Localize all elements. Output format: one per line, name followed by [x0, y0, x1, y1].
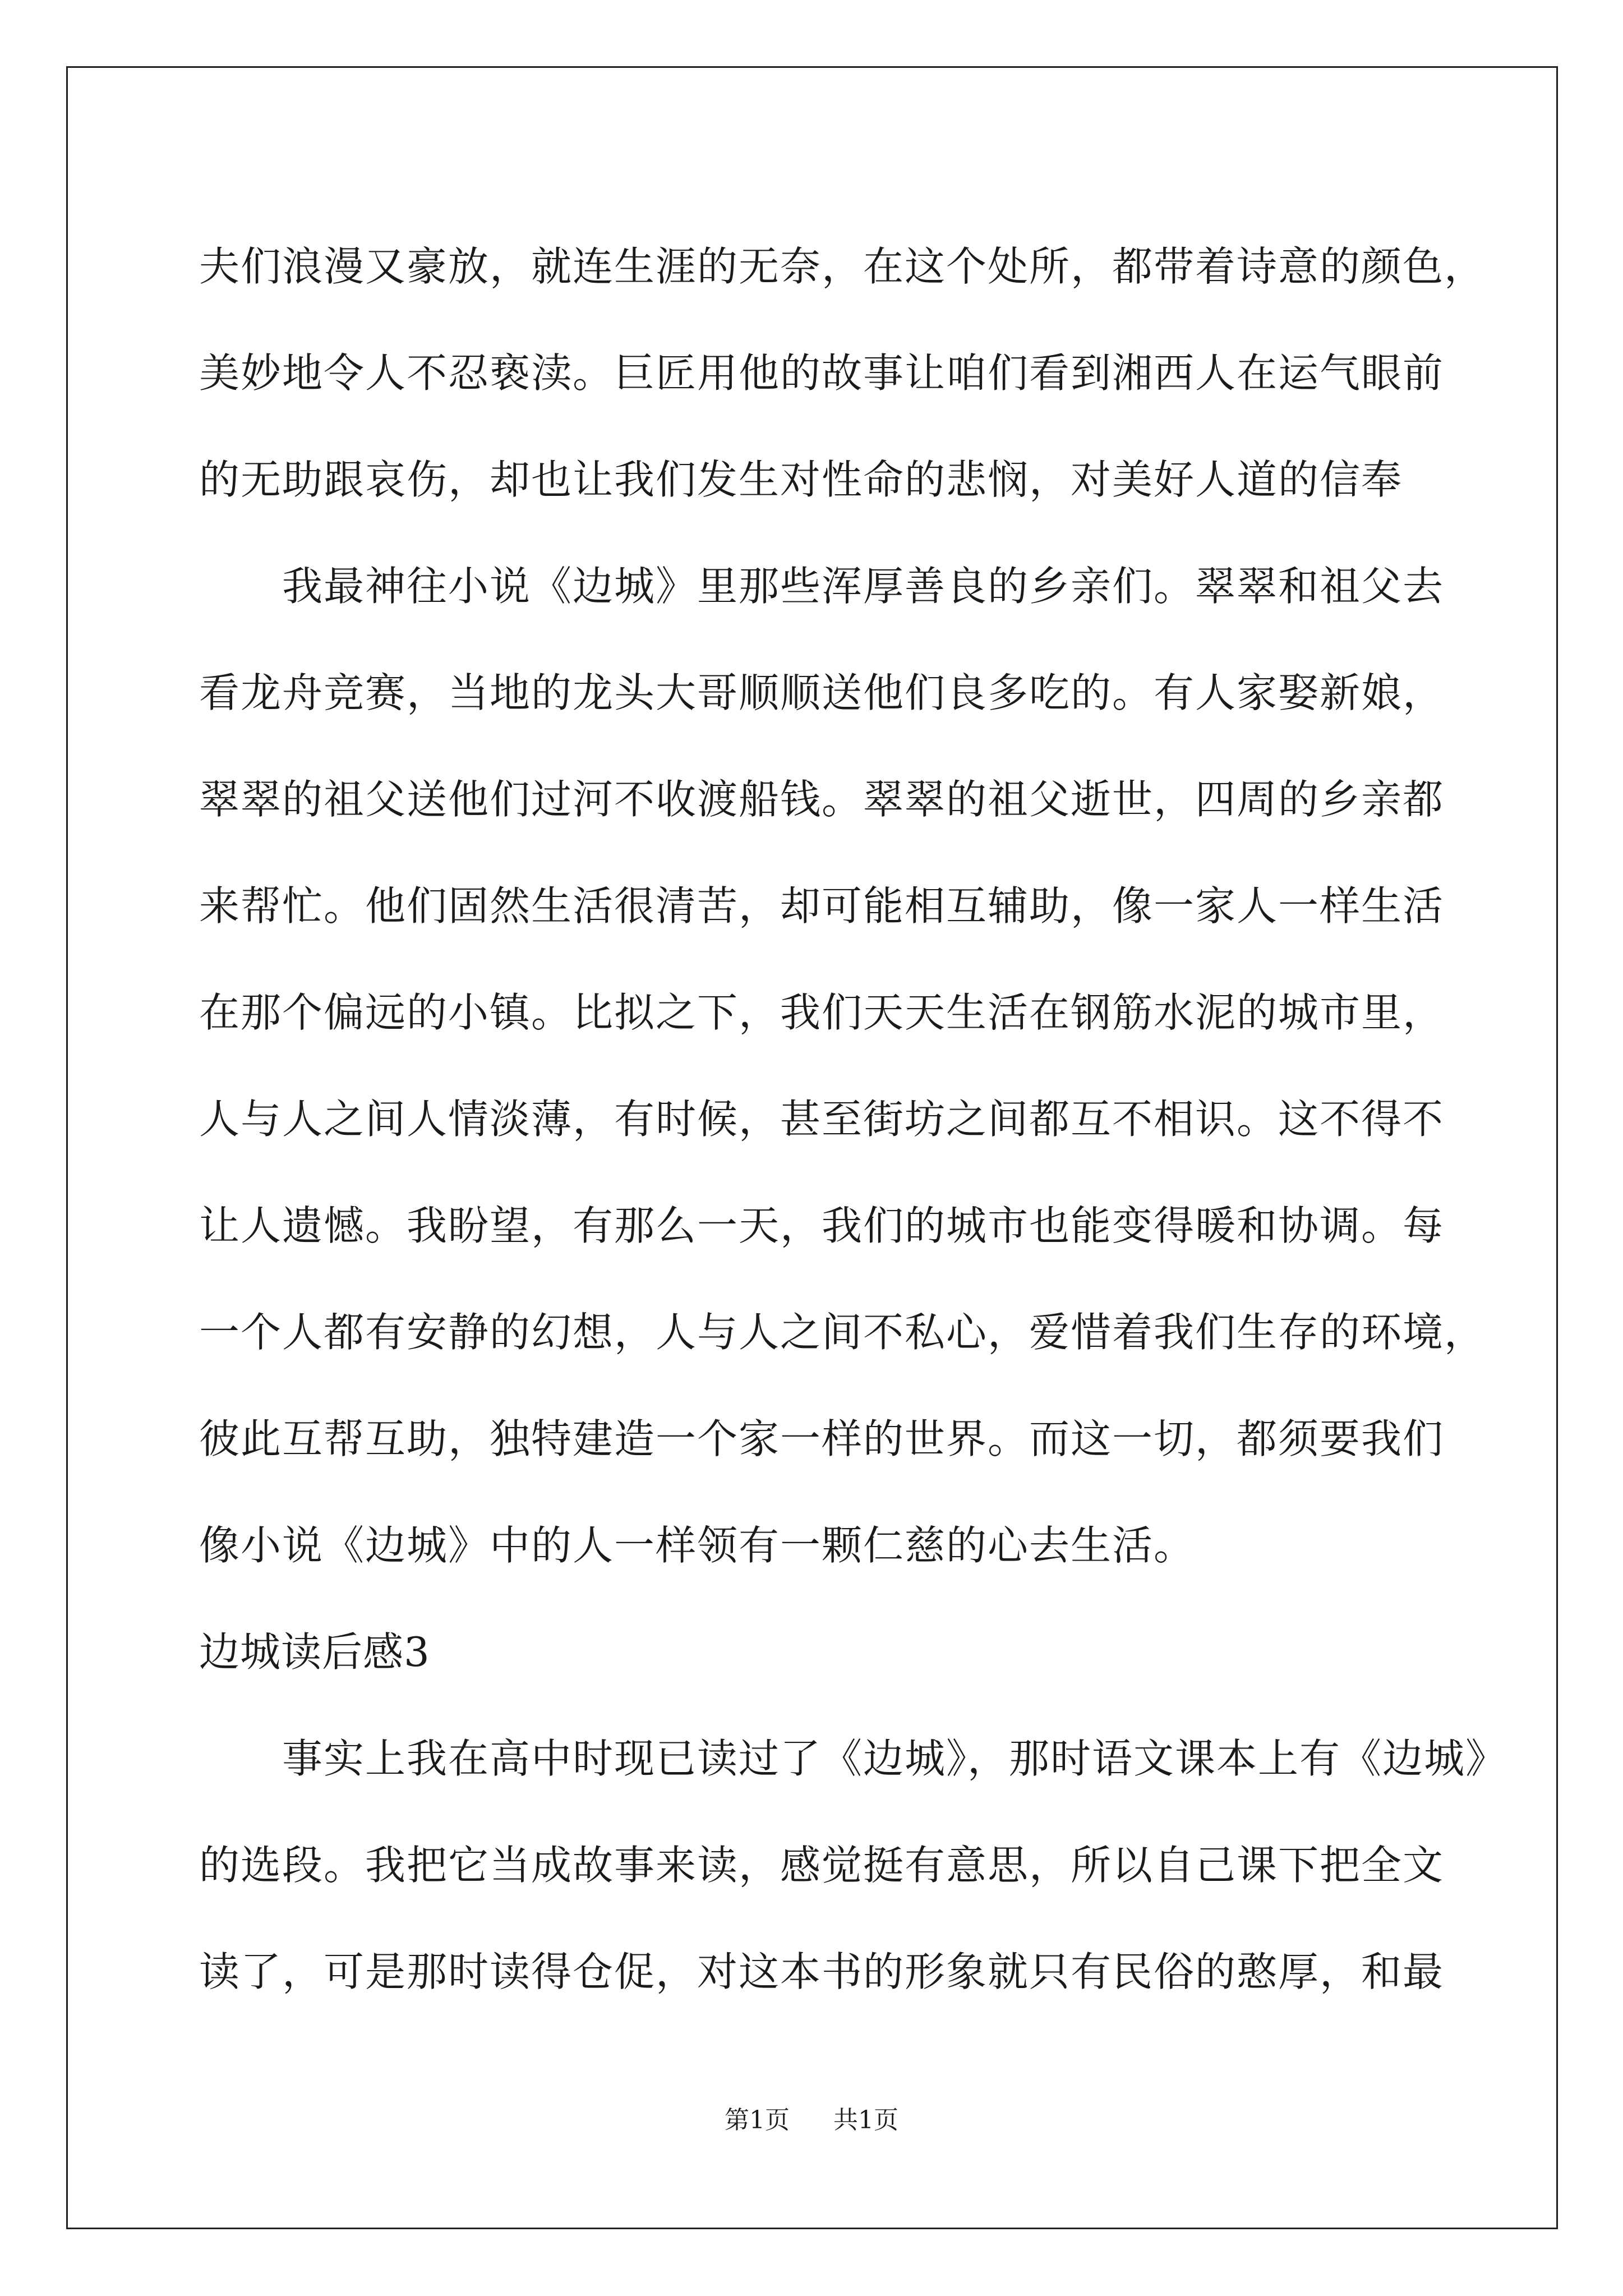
paragraph-line: 的无助跟哀伤，却也让我们发生对性命的悲悯，对美好人道的信奉	[199, 456, 1403, 503]
paragraph-line: 看龙舟竞赛，当地的龙头大哥顺顺送他们良多吃的。有人家娶新娘，	[199, 669, 1445, 716]
paragraph-line: 的选段。我把它当成故事来读，感觉挺有意思，所以自己课下把全文	[199, 1842, 1445, 1889]
document-body	[199, 213, 1507, 2025]
paragraph-first-line: 事实上我在高中时现已读过了《边城》，那时语文课本上有《边城》	[282, 1735, 1507, 1782]
page-number: 第1页	[725, 2106, 790, 2134]
paragraph-line: 让人遗憾。我盼望，有那么一天，我们的城市也能变得暖和协调。每	[199, 1202, 1445, 1249]
page-footer	[0, 2104, 1623, 2137]
section-heading: 边城读后感3	[199, 1628, 430, 1676]
paragraph-first-line: 我最神往小说《边城》里那些浑厚善良的乡亲们。翠翠和祖父去	[282, 563, 1445, 610]
paragraph-line: 翠翠的祖父送他们过河不收渡船钱。翠翠的祖父逝世，四周的乡亲都	[199, 776, 1445, 823]
paragraph-line: 美妙地令人不忍亵渎。巨匠用他的故事让咱们看到湘西人在运气眼前	[199, 349, 1445, 397]
paragraph-line: 彼此互帮互助，独特建造一个家一样的世界。而这一切，都须要我们	[199, 1415, 1445, 1462]
paragraph-line: 在那个偏远的小镇。比拟之下，我们天天生活在钢筋水泥的城市里，	[199, 989, 1445, 1036]
paragraph-line: 一个人都有安静的幻想，人与人之间不私心，爱惜着我们生存的环境，	[199, 1309, 1486, 1356]
paragraph-line: 人与人之间人情淡薄，有时候，甚至街坊之间都互不相识。这不得不	[199, 1096, 1445, 1143]
paragraph-line: 像小说《边城》中的人一样领有一颗仁慈的心去生活。	[199, 1522, 1196, 1569]
paragraph-line: 夫们浪漫又豪放，就连生涯的无奈，在这个处所，都带着诗意的颜色，	[199, 243, 1486, 290]
page-total: 共1页	[833, 2106, 898, 2134]
paragraph-line: 来帮忙。他们固然生活很清苦，却可能相互辅助，像一家人一样生活	[199, 882, 1445, 930]
paragraph-line: 读了，可是那时读得仓促，对这本书的形象就只有民俗的憨厚，和最	[199, 1948, 1445, 1995]
